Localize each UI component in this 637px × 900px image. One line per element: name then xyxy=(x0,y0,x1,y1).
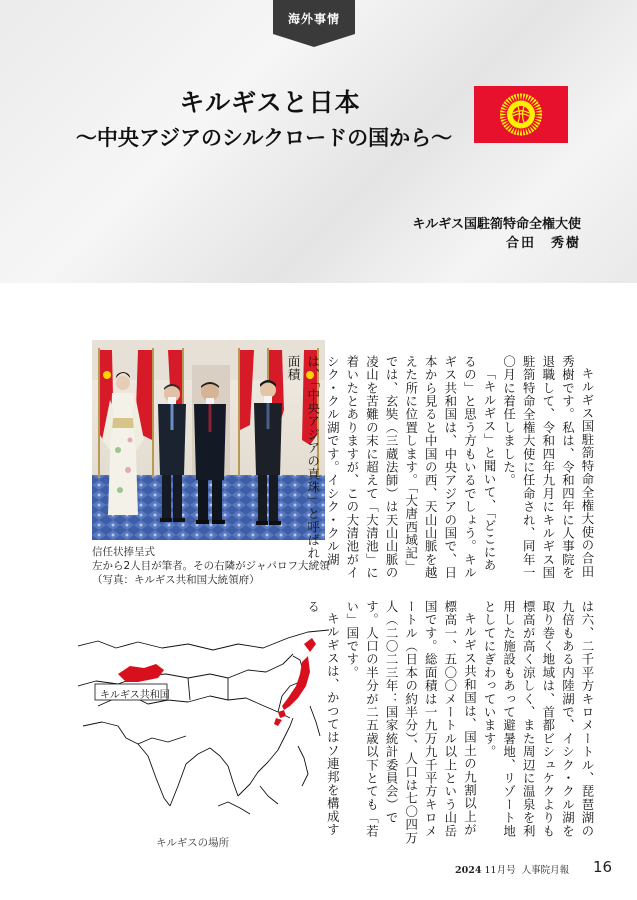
author-name: 合田 秀樹 xyxy=(505,236,581,251)
author-title: キルギス国駐箚特命全権大使 xyxy=(412,217,581,232)
section-tab: 海外事情 xyxy=(287,12,340,26)
map-label-kyrgyzstan: キルギス共和国 xyxy=(100,690,170,701)
map-caption: キルギスの場所 xyxy=(156,837,230,849)
paragraph: 「キルギス」と聞いて、「どこにあるの」と思う方もいるでしょう。キルギス共和国は、中央アジアの国で、日本から見ると中国の西、天山山脈を越えた所に位置します。「大唐西域記」では、玄奘（三蔵法師）は天山山脈の凌山を苦難の末に超えて「大清池」に着いたとありますが、この大清池がイシク・クル湖です。イシク・クル湖は、「中央アジアの真珠」と呼ばれ、面積 xyxy=(286,355,498,580)
page-number: 16 xyxy=(593,858,613,876)
paragraph: キルギス共和国は、国土の九割以上が標高一、五〇〇メートル以上という山岳国です。総面積は一九万九千平方キロメートル（日本の約半分）、人口は七〇四万人（二〇二三年：国家統計委員会）です。人口の半分が二五歳以下とても「若い」国です。 xyxy=(344,600,478,845)
footer xyxy=(455,862,569,876)
kyrgyz-flag-icon xyxy=(474,86,568,143)
asia-map xyxy=(78,626,329,820)
photo-caption-line-2: 左から2人目が筆者。その右隣がジャパロフ大統領 xyxy=(92,560,330,572)
body-column-1 xyxy=(286,355,597,585)
paragraph: キルギスは、かつてはソ連邦を構成する xyxy=(305,600,341,837)
footer-year: 2024 xyxy=(455,865,482,876)
footer-issue: 11月号 xyxy=(484,865,516,876)
article-subtitle: 〜中央アジアのシルクロードの国から〜 xyxy=(75,126,453,150)
body-column-2 xyxy=(305,600,597,845)
photo-caption-line-1: 信任状捧呈式 xyxy=(92,546,155,558)
paragraph: キルギス国駐箚特命全権大使の合田秀樹です。私は、令和四年に人事院を退職して、令和四年九月にキルギス国駐箚特命全権大使に任命され、同年一〇月に着任しました。 xyxy=(501,355,595,580)
paragraph: は六、二千平方キロメートル、琵琶湖の九倍もある内陸湖で、イシク・クル湖を取り巻く地域は、首都ビシュケクよりも標高が高く涼しく、また周辺に温泉を利用した施設もあって避暑地、リゾート地としてにぎわっています。 xyxy=(482,600,595,838)
photo-caption-line-3: （写真：キルギス共和国大統領府） xyxy=(92,574,260,586)
footer-magazine: 人事院月報 xyxy=(521,865,570,876)
article-title: キルギスと日本 xyxy=(179,88,361,117)
